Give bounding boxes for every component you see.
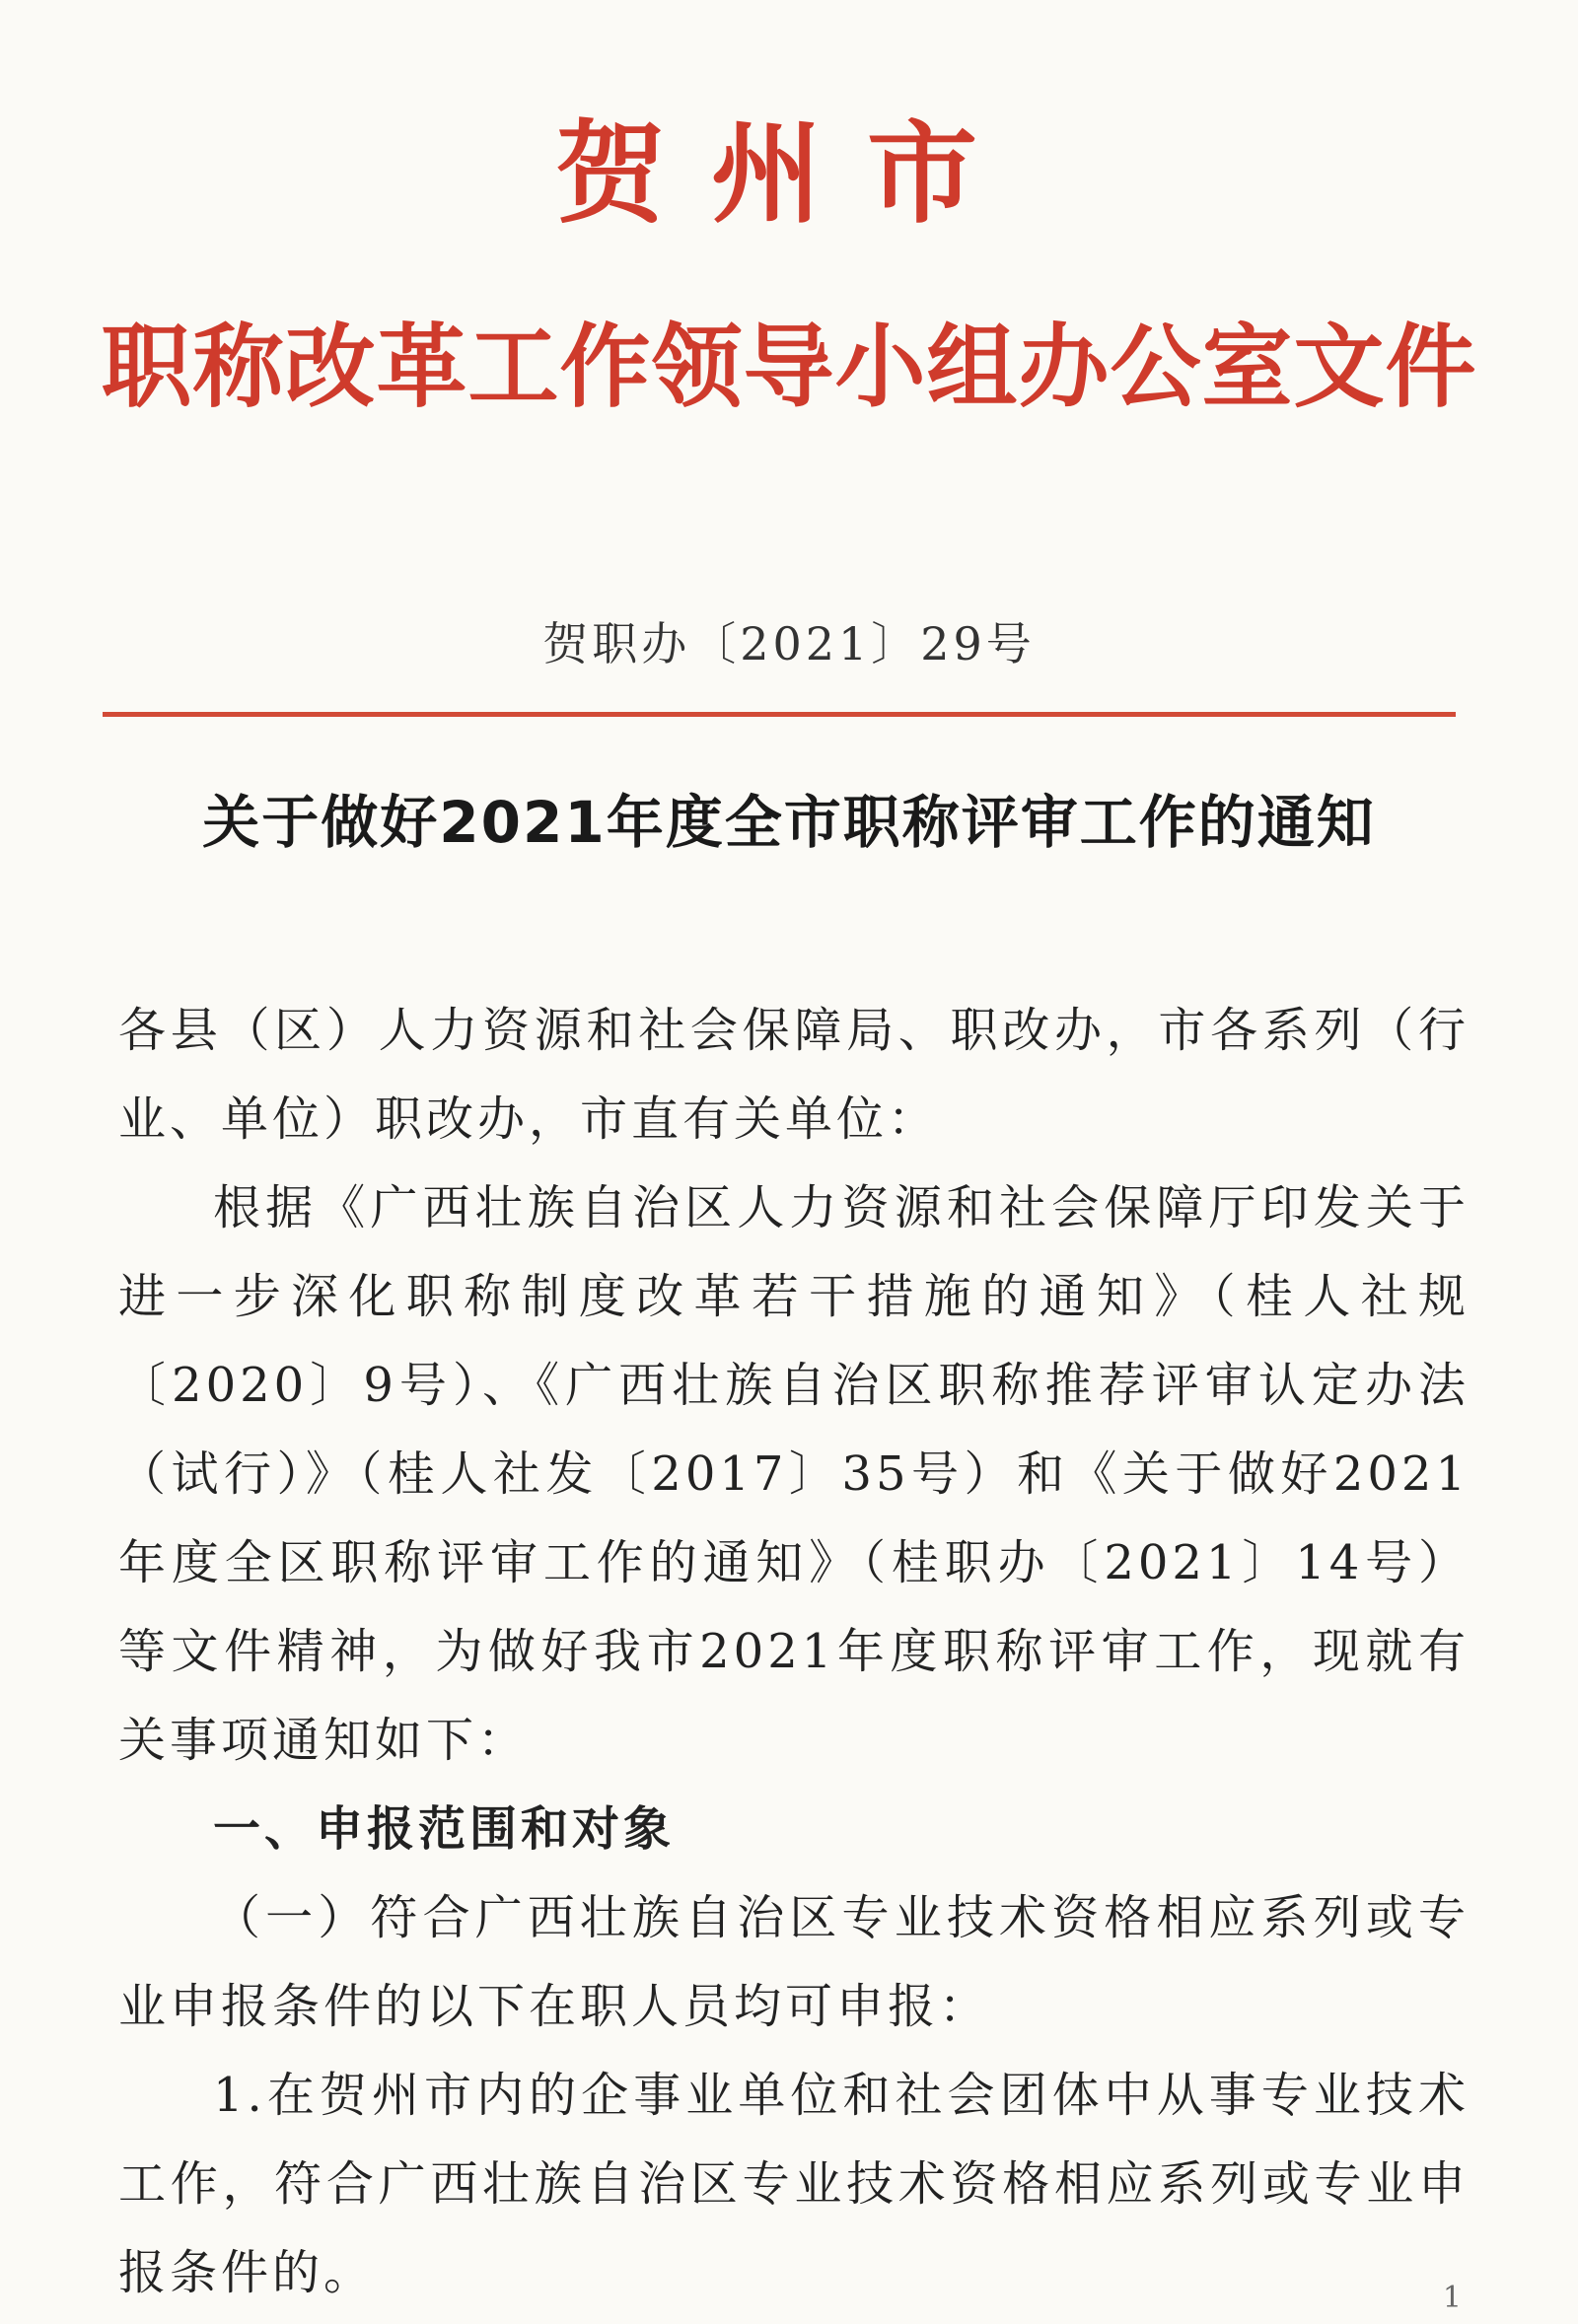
addressee-paragraph: 各县（区）人力资源和社会保障局、职改办，市各系列（行业、单位）职改办，市直有关单位： (118, 1003, 1470, 1147)
subsection-paragraph: （一）符合广西壮族自治区专业技术资格相应系列或专业申报条件的以下在职人员均可申报： (118, 1890, 1470, 2034)
page-number: 1 (1442, 2281, 1462, 2315)
issuing-org-city: 贺州市 (555, 110, 1023, 239)
document-title: 关于做好2021年度全市职称评审工作的通知 (202, 789, 1376, 856)
section-heading: 一、申报范围和对象 (213, 1801, 676, 1857)
document-body (118, 986, 1470, 2317)
list-item-paragraph: 1.在贺州市内的企事业单位和社会团体中从事专业技术工作，符合广西壮族自治区专业技术资格相应系列或专业申报条件的。 (118, 2068, 1470, 2300)
document-number: 贺职办〔2021〕29号 (542, 617, 1036, 670)
red-divider-line (103, 712, 1456, 717)
intro-paragraph: 根据《广西壮族自治区人力资源和社会保障厅印发关于进一步深化职称制度改革若干措施的通知》（桂人社规〔2020〕9号）、《广西壮族自治区职称推荐评审认定办法（试行）》（桂人社发〔2017〕35号）和《关于做好2021年度全区职称评审工作的通知》（桂职办〔2021〕14号）等文件精神，为做好我市2021年度职称评审工作，现就有关事项通知如下： (118, 1180, 1470, 1768)
issuing-org-office: 职称改革工作领导小组办公室文件 (101, 315, 1477, 420)
